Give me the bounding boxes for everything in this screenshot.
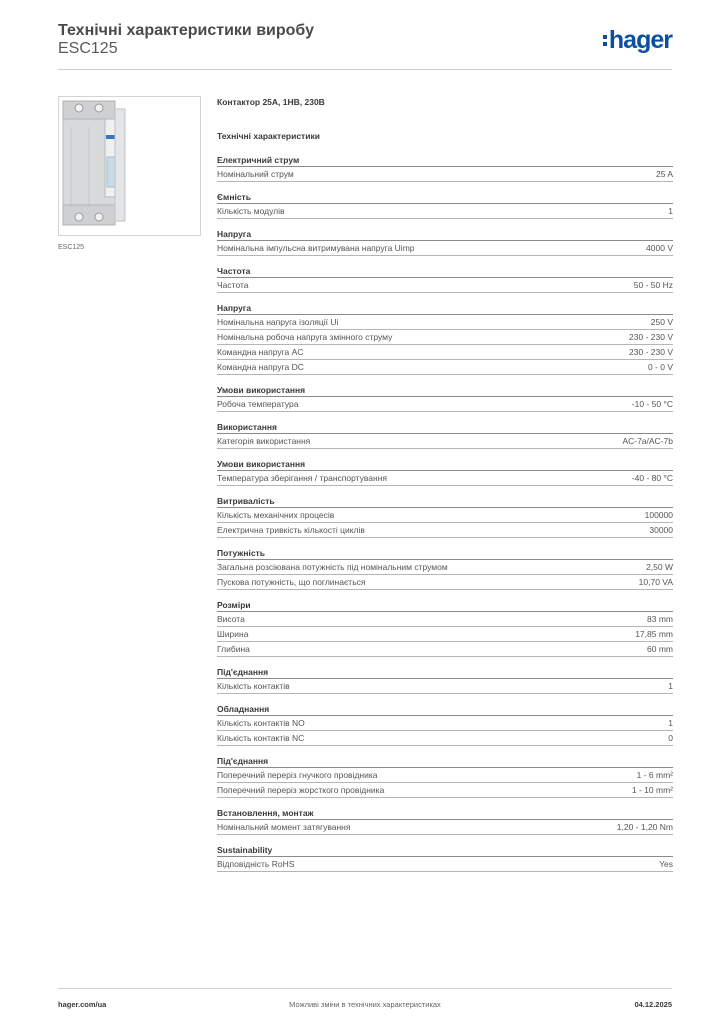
spec-label: Робоча температура [217,399,299,409]
spec-label: Категорія використання [217,436,311,446]
spec-value: 230 - 230 V [629,347,673,357]
spec-label: Поперечний переріз жорсткого провідника [217,785,385,795]
spec-value: 1 [668,718,673,728]
spec-label: Номінальна напруга ізоляції Ui [217,317,339,327]
spec-row [217,330,673,345]
product-name: Контактор 25А, 1НВ, 230В [217,97,325,107]
spec-row [217,857,673,872]
spec-value: 25 A [655,169,673,179]
document-subtitle: ESC125 [58,40,118,57]
spec-value: 0 [668,733,673,743]
spec-label: Пускова потужність, що поглинається [217,577,366,587]
footer-disclaimer: Можливі зміни в технічних характеристиках [289,1000,441,1009]
product-image-frame [58,96,201,236]
spec-group [217,458,673,486]
spec-row [217,731,673,746]
spec-row [217,642,673,657]
spec-row [217,278,673,293]
spec-group [217,384,673,412]
spec-label: Кількість контактів NO [217,718,305,728]
spec-value: 83 mm [647,614,673,624]
document-title: Технічні характеристики виробу [58,22,314,39]
spec-group-title: Витривалість [217,495,673,508]
spec-group-title: Ємність [217,191,673,204]
spec-value: 1 - 10 mm² [631,785,673,795]
spec-group [217,191,673,219]
spec-group-title: Електричний струм [217,154,673,167]
hager-logo [603,26,672,54]
spec-group [217,807,673,835]
spec-group-title: Використання [217,421,673,434]
spec-label: Електрична тривкість кількості циклів [217,525,365,535]
spec-value: 230 - 230 V [629,332,673,342]
spec-row [217,716,673,731]
spec-group-title: Під'єднання [217,666,673,679]
spec-label: Ширина [217,629,249,639]
footer-website: hager.com/ua [58,1000,107,1009]
spec-row [217,575,673,590]
spec-label: Поперечний переріз гнучкого провідника [217,770,378,780]
spec-row [217,434,673,449]
spec-group-title: Розміри [217,599,673,612]
spec-group [217,495,673,538]
contactor-device-icon [59,97,200,235]
spec-group [217,421,673,449]
spec-group-title: Напруга [217,302,673,315]
spec-value: 1 - 6 mm² [636,770,673,780]
spec-value: 0 - 0 V [647,362,673,372]
spec-value: 30000 [649,525,673,535]
logo-dots-icon [603,35,607,46]
spec-row [217,560,673,575]
spec-row [217,612,673,627]
spec-row [217,315,673,330]
spec-row [217,523,673,538]
spec-value: 50 - 50 Hz [633,280,673,290]
spec-label: Номінальний струм [217,169,294,179]
spec-value: Yes [659,859,673,869]
spec-group [217,599,673,657]
spec-row [217,768,673,783]
spec-value: 100000 [644,510,673,520]
spec-row [217,783,673,798]
spec-label: Відповідність RoHS [217,859,295,869]
spec-label: Загальна розсіювана потужність під номінальним струмом [217,562,448,572]
spec-value: -10 - 50 °C [631,399,673,409]
spec-group-title: Умови використання [217,458,673,471]
spec-row [217,204,673,219]
spec-label: Номінальний момент затягування [217,822,351,832]
product-image-caption: ESC125 [58,244,85,251]
spec-group-title: Умови використання [217,384,673,397]
spec-value: 10,70 VA [638,577,673,587]
spec-group-title: Потужність [217,547,673,560]
spec-group [217,302,673,375]
spec-label: Кількість модулів [217,206,285,216]
spec-row [217,360,673,375]
spec-row [217,471,673,486]
spec-row [217,679,673,694]
spec-value: 250 V [650,317,673,327]
logo-text: hager [608,26,672,54]
spec-row [217,241,673,256]
spec-value: 4000 V [646,243,673,253]
spec-group [217,755,673,798]
page-footer [58,988,672,1014]
spec-label: Кількість контактів [217,681,290,691]
spec-label: Глибина [217,644,250,654]
spec-label: Частота [217,280,249,290]
spec-section-heading: Технічні характеристики [217,131,320,141]
footer-date: 04.12.2025 [634,1000,672,1009]
spec-content [217,96,673,881]
spec-group [217,844,673,872]
spec-row [217,345,673,360]
spec-group [217,547,673,590]
spec-value: -40 - 80 °C [631,473,673,483]
spec-group [217,154,673,182]
spec-row [217,167,673,182]
spec-value: AC-7a/AC-7b [622,436,673,446]
spec-label: Командна напруга DC [217,362,304,372]
spec-group-title: Під'єднання [217,755,673,768]
spec-group-title: Частота [217,265,673,278]
spec-label: Висота [217,614,245,624]
spec-label: Номінальна імпульсна витримувана напруга Uimp [217,243,415,253]
spec-group [217,703,673,746]
spec-value: 1 [668,681,673,691]
spec-group-title: Sustainability [217,844,673,857]
page-header [58,20,672,70]
spec-groups [217,154,673,872]
spec-value: 60 mm [647,644,673,654]
spec-row [217,627,673,642]
spec-group [217,666,673,694]
spec-group [217,265,673,293]
spec-group-title: Встановлення, монтаж [217,807,673,820]
spec-group-title: Обладнання [217,703,673,716]
spec-value: 1,20 - 1,20 Nm [616,822,673,832]
spec-label: Номінальна робоча напруга змінного струму [217,332,393,342]
spec-row [217,397,673,412]
spec-group [217,228,673,256]
spec-value: 17,85 mm [635,629,673,639]
spec-value: 2,50 W [646,562,673,572]
spec-label: Температура зберігання / транспортування [217,473,388,483]
spec-group-title: Напруга [217,228,673,241]
spec-value: 1 [668,206,673,216]
spec-row [217,820,673,835]
spec-label: Кількість механічних процесів [217,510,335,520]
spec-label: Командна напруга AC [217,347,304,357]
spec-row [217,508,673,523]
spec-label: Кількість контактів NC [217,733,305,743]
